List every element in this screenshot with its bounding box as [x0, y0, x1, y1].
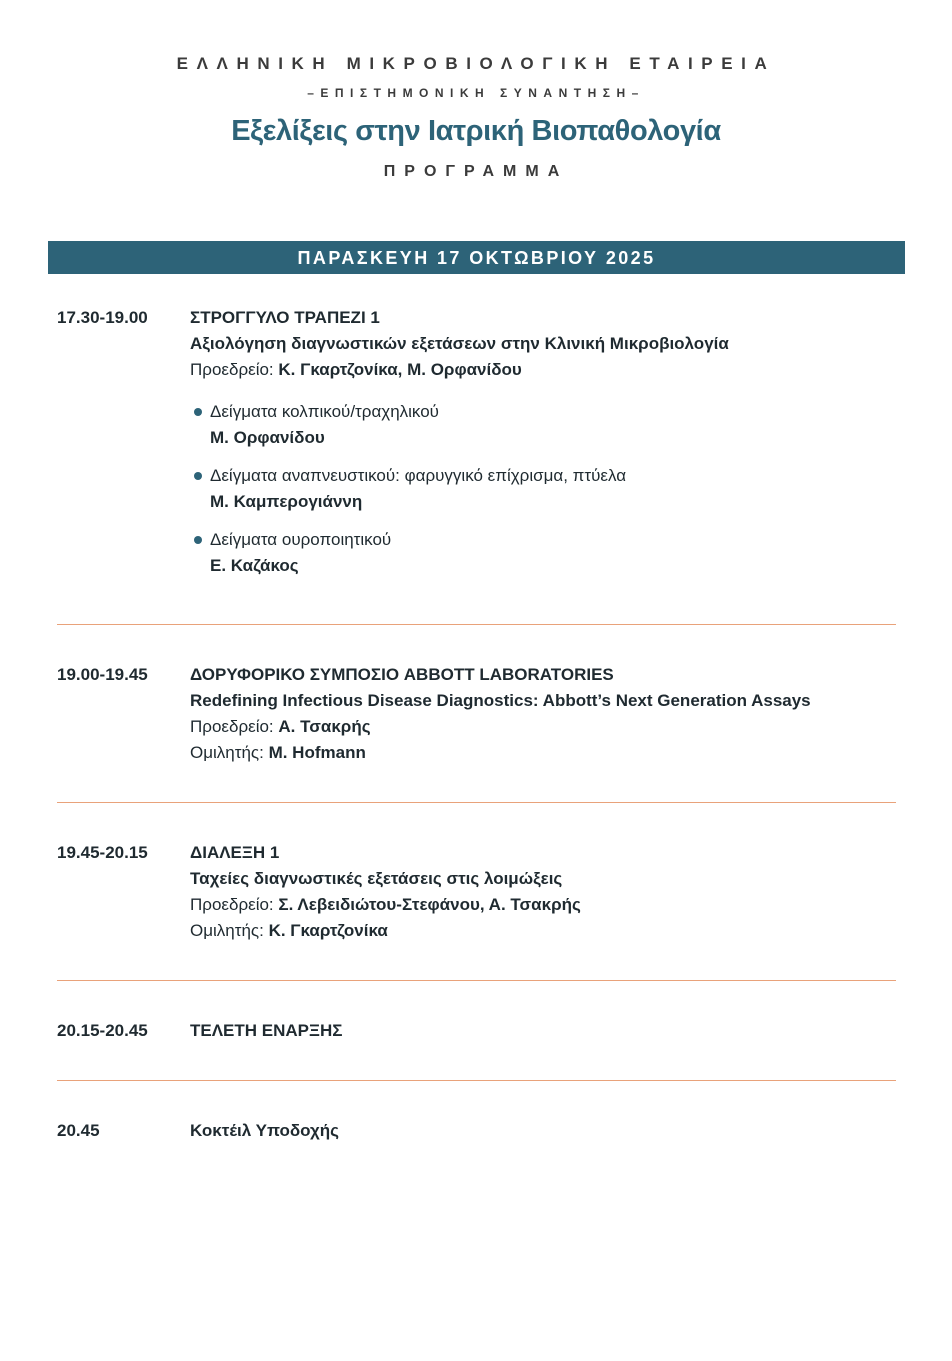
talk-item [190, 463, 897, 515]
speaker-name: Κ. Γκαρτζονίκα [268, 921, 388, 940]
meeting-subtitle: –ΕΠΙΣΤΗΜΟΝΙΚΗ ΣΥΝΑΝΤΗΣΗ– [307, 86, 645, 100]
chair-line [190, 892, 897, 918]
chair-label: Προεδρείο: [190, 360, 274, 379]
talk-speaker: Μ. Ορφανίδου [210, 428, 325, 447]
speaker-name: M. Hofmann [268, 743, 366, 762]
page-title: Εξελίξεις στην Ιατρική Βιοπαθολογία [231, 115, 721, 147]
chair-names: Κ. Γκαρτζονίκα, Μ. Ορφανίδου [278, 360, 522, 379]
session-time: 20.15-20.45 [57, 1021, 148, 1040]
chair-line [190, 714, 897, 740]
session-topic: Αξιολόγηση διαγνωστικών εξετάσεων στην Κλινική Μικροβιολογία [190, 334, 729, 353]
session-topic: Ταχείες διαγνωστικές εξετάσεις στις λοιμώξεις [190, 869, 563, 888]
session-type: ΤΕΛΕΤΗ ΕΝΑΡΞΗΣ [190, 1021, 343, 1040]
session-type: ΣΤΡΟΓΓΥΛΟ ΤΡΑΠΕΖΙ 1 [190, 308, 380, 327]
talk-speaker: Μ. Καμπερογιάννη [210, 492, 363, 511]
session-type: Κοκτέιλ Υποδοχής [190, 1121, 339, 1140]
talk-speaker: Ε. Καζάκος [210, 556, 299, 575]
talk-title: Δείγματα αναπνευστικού: φαρυγγικό επίχρισμα, πτύελα [210, 466, 627, 485]
session-type: ΔΟΡΥΦΟΡΙΚΟ ΣΥΜΠΟΣΙΟ ABBOTT LABORATORIES [190, 665, 614, 684]
session-type: ΔΙΑΛΕΞΗ 1 [190, 843, 280, 862]
section-divider [57, 980, 896, 981]
session-time: 19.45-20.15 [57, 843, 148, 862]
section-divider [57, 802, 896, 803]
section-divider [57, 624, 896, 625]
session-topic: Redefining Infectious Disease Diagnostics: Abbott’s Next Generation Assays [190, 691, 811, 710]
speaker-label: Ομιλητής: [190, 921, 264, 940]
chair-names: Σ. Λεβειδιώτου-Στεφάνου, Α. Τσακρής [278, 895, 581, 914]
program-heading: ΠΡΟΓΡΑΜΜΑ [383, 163, 569, 180]
talk-item [190, 527, 897, 579]
day-banner: ΠΑΡΑΣΚΕΥΗ 17 ΟΚΤΩΒΡΙΟΥ 2025 [48, 241, 905, 274]
bullet-icon [194, 472, 202, 480]
session-time: 17.30-19.00 [57, 308, 148, 327]
speaker-line [190, 918, 897, 944]
session-time: 19.00-19.45 [57, 665, 148, 684]
talk-title: Δείγματα κολπικού/τραχηλικού [210, 402, 439, 421]
chair-label: Προεδρείο: [190, 717, 274, 736]
speaker-label: Ομιλητής: [190, 743, 264, 762]
talk-title: Δείγματα ουροποιητικού [210, 530, 392, 549]
talk-list [190, 399, 897, 579]
bullet-icon [194, 408, 202, 416]
session-time: 20.45 [57, 1121, 100, 1140]
talk-item [190, 399, 897, 451]
organization-name: ΕΛΛΗΝΙΚΗ ΜΙΚΡΟΒΙΟΛΟΓΙΚΗ ΕΤΑΙΡΕΙΑ [176, 54, 776, 73]
chair-names: Α. Τσακρής [278, 717, 371, 736]
chair-line [190, 357, 897, 383]
speaker-line [190, 740, 897, 766]
chair-label: Προεδρείο: [190, 895, 274, 914]
section-divider [57, 1080, 896, 1081]
bullet-icon [194, 536, 202, 544]
